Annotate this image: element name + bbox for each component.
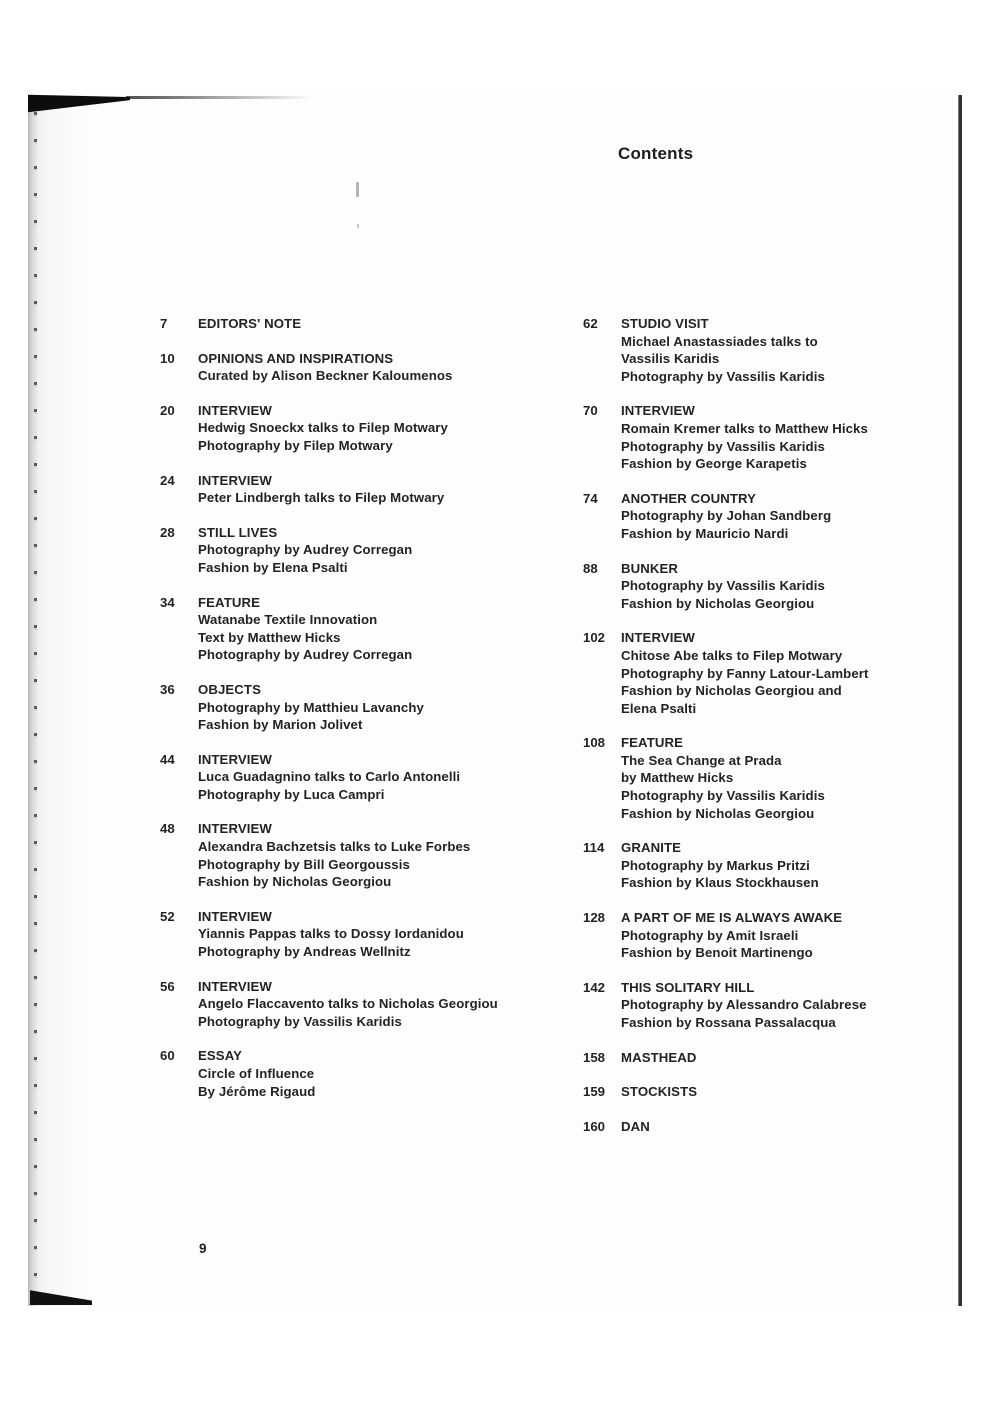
- toc-entry: [160, 350, 570, 385]
- toc-entry-lines: [198, 978, 570, 1031]
- toc-entry-credit: Photography by Vassilis Karidis: [621, 578, 825, 594]
- toc-entry: [583, 734, 968, 822]
- toc-entry-credit: Photography by Amit Israeli: [621, 927, 799, 943]
- toc-entry-lines: [198, 820, 570, 890]
- toc-entry: [583, 909, 968, 962]
- toc-entry-lines: [198, 681, 570, 734]
- scan-shadow-top-tail: [126, 96, 312, 99]
- toc-entry-title: STOCKISTS: [621, 1084, 698, 1100]
- toc-entry-credit: Circle of Influence: [198, 1066, 315, 1081]
- toc-entry-credit: by Matthew Hicks: [621, 770, 734, 786]
- toc-entry-credit: Angelo Flaccavento talks to Nicholas Georgiou: [198, 996, 498, 1012]
- toc-entry-title: MASTHEAD: [621, 1049, 697, 1065]
- toc-entry-credit: Hedwig Snoeckx talks to Filep Motwary: [198, 420, 448, 436]
- toc-entry-credit: Fashion by Benoit Martinengo: [621, 945, 813, 961]
- toc-entry-credit: Fashion by Marion Jolivet: [198, 717, 363, 733]
- toc-entry: [583, 1049, 968, 1067]
- toc-entry-lines: [621, 979, 968, 1032]
- binding-stitch-marks: [34, 112, 37, 1292]
- toc-entry-page-number: 128: [583, 910, 606, 926]
- toc-entry-page-number: 70: [583, 403, 598, 419]
- toc-entry-credit: Text by Matthew Hicks: [198, 629, 341, 645]
- toc-entry-lines: [198, 908, 570, 961]
- toc-entry: [160, 908, 570, 961]
- toc-entry-title: OPINIONS AND INSPIRATIONS: [198, 350, 394, 366]
- toc-entry-page-number: 56: [160, 978, 175, 994]
- toc-entry-credit: Fashion by Nicholas Georgiou: [621, 595, 815, 611]
- toc-entry-credit: Yiannis Pappas talks to Dossy Iordanidou: [198, 926, 464, 942]
- toc-entry-page-number: 60: [160, 1048, 175, 1064]
- toc-entry-page-number: 158: [583, 1049, 606, 1065]
- toc-entry-lines: [198, 402, 570, 455]
- toc-entry-credit: Photography by Luca Campri: [198, 786, 385, 802]
- toc-entry-lines: [621, 490, 968, 543]
- toc-entry-credit: Elena Psalti: [621, 700, 697, 716]
- toc-entry-credit: Alexandra Bachzetsis talks to Luke Forbes: [198, 839, 471, 855]
- folio-page-number: 9: [199, 1241, 207, 1256]
- toc-entry-page-number: 28: [160, 524, 175, 540]
- toc-entry-title: THIS SOLITARY HILL: [621, 979, 755, 995]
- toc-entry-credit: Photography by Vassilis Karidis: [621, 368, 825, 384]
- toc-entry-credit: Fashion by George Karapetis: [621, 456, 807, 472]
- toc-entry: [583, 1083, 968, 1101]
- toc-entry-lines: [621, 315, 968, 385]
- toc-entry-title: INTERVIEW: [621, 403, 695, 419]
- toc-entry-title: INTERVIEW: [621, 630, 695, 646]
- toc-entry-lines: [198, 315, 570, 333]
- toc-entry-credit: Curated by Alison Beckner Kaloumenos: [198, 368, 453, 384]
- contents-heading: Contents: [618, 144, 694, 163]
- toc-entry-title: ANOTHER COUNTRY: [621, 490, 757, 506]
- toc-entry: [160, 315, 570, 333]
- toc-entry-page-number: 24: [160, 472, 175, 488]
- toc-entry-lines: [621, 839, 968, 892]
- toc-entry-credit: Photography by Vassilis Karidis: [198, 1013, 402, 1029]
- toc-entry: [160, 978, 570, 1031]
- toc-entry-page-number: 102: [583, 630, 606, 646]
- toc-entry-title: ESSAY: [198, 1048, 242, 1064]
- toc-entry: [160, 681, 570, 734]
- toc-entry-page-number: 160: [583, 1118, 606, 1134]
- toc-entry-page-number: 74: [583, 490, 598, 506]
- toc-entry: [160, 524, 570, 577]
- toc-entry-title: FEATURE: [198, 594, 260, 610]
- toc-entry-credit: Watanabe Textile Innovation: [198, 612, 378, 628]
- toc-entry-credit: Photography by Markus Pritzi: [621, 857, 810, 873]
- scan-artifact-dot: [357, 224, 359, 228]
- toc-entry-credit: Photography by Vassilis Karidis: [621, 788, 825, 804]
- toc-entry-lines: [198, 751, 570, 804]
- toc-entry-lines: [621, 1083, 968, 1101]
- toc-entry-credit: Photography by Bill Georgoussis: [198, 856, 410, 872]
- toc-entry: [583, 1118, 968, 1136]
- toc-entry-credit: Photography by Fanny Latour-Lambert: [621, 665, 869, 681]
- toc-entry: [583, 979, 968, 1032]
- toc-entry: [160, 594, 570, 664]
- toc-entry-credit: Photography by Johan Sandberg: [621, 508, 832, 524]
- toc-entry-page-number: 159: [583, 1084, 606, 1100]
- toc-entry-title: INTERVIEW: [198, 821, 272, 837]
- toc-entry-lines: [621, 402, 968, 472]
- toc-entry: [583, 560, 968, 613]
- toc-entry-page-number: 142: [583, 979, 606, 995]
- toc-entry-title: FEATURE: [621, 735, 683, 751]
- toc-entry-title: BUNKER: [621, 560, 679, 576]
- toc-entry-credit: Photography by Filep Motwary: [198, 437, 393, 453]
- toc-entry-credit: Romain Kremer talks to Matthew Hicks: [621, 420, 868, 436]
- toc-entry-title: STILL LIVES: [198, 524, 278, 540]
- toc-entry-lines: [621, 734, 968, 822]
- toc-entry-page-number: 36: [160, 681, 175, 697]
- toc-entry-lines: [621, 1118, 968, 1136]
- toc-entry-title: STUDIO VISIT: [621, 316, 709, 331]
- toc-entry: [583, 402, 968, 472]
- toc-entry-lines: [198, 594, 570, 664]
- toc-entry-title: INTERVIEW: [198, 472, 272, 488]
- toc-entry-page-number: 52: [160, 908, 175, 924]
- toc-entry-title: A PART OF ME IS ALWAYS AWAKE: [621, 910, 843, 926]
- toc-entry-credit: Vassilis Karidis: [621, 351, 720, 367]
- toc-entry-credit: Luca Guadagnino talks to Carlo Antonelli: [198, 769, 461, 785]
- toc-entry-lines: [621, 560, 968, 613]
- toc-entry-credit: Michael Anastassiades talks to: [621, 333, 818, 349]
- toc-entry-credit: Fashion by Nicholas Georgiou and: [621, 683, 842, 699]
- toc-entry-lines: [198, 472, 570, 507]
- toc-entry-page-number: 44: [160, 751, 175, 767]
- toc-entry: [160, 751, 570, 804]
- toc-entry-lines: [198, 524, 570, 577]
- toc-entry: [583, 839, 968, 892]
- toc-entry-title: INTERVIEW: [198, 402, 272, 418]
- toc-entry-credit: Fashion by Nicholas Georgiou: [198, 874, 392, 890]
- toc-entry-page-number: 88: [583, 560, 598, 576]
- toc-entry-lines: [621, 629, 968, 717]
- toc-entry-title: INTERVIEW: [198, 751, 272, 767]
- toc-entry-page-number: 48: [160, 821, 175, 837]
- toc-entry: [160, 1047, 570, 1100]
- toc-entry-credit: Photography by Vassilis Karidis: [621, 438, 825, 454]
- toc-entry-credit: Photography by Audrey Corregan: [198, 542, 413, 558]
- toc-entry-lines: [621, 909, 968, 962]
- toc-entry-credit: Chitose Abe talks to Filep Motwary: [621, 647, 843, 663]
- toc-entry-lines: [621, 1049, 968, 1067]
- toc-entry: [160, 402, 570, 455]
- toc-column-left: [160, 315, 570, 1117]
- toc-entry-title: INTERVIEW: [198, 908, 272, 924]
- toc-entry-credit: Photography by Alessandro Calabrese: [621, 997, 867, 1013]
- toc-entry-page-number: 10: [160, 350, 175, 366]
- toc-entry-lines: [198, 350, 570, 385]
- toc-entry-page-number: 7: [160, 316, 168, 331]
- toc-entry-page-number: 114: [583, 840, 605, 856]
- scan-artifact-dash: [356, 182, 359, 197]
- toc-entry: [160, 820, 570, 890]
- toc-entry-credit: The Sea Change at Prada: [621, 752, 782, 768]
- toc-entry-credit: Photography by Matthieu Lavanchy: [198, 699, 424, 715]
- toc-entry: [583, 629, 968, 717]
- toc-entry-page-number: 62: [583, 316, 598, 331]
- toc-entry: [583, 490, 968, 543]
- toc-entry-lines: [198, 1047, 570, 1100]
- toc-entry-credit: Fashion by Mauricio Nardi: [621, 525, 789, 541]
- toc-entry-credit: Fashion by Elena Psalti: [198, 559, 348, 575]
- toc-entry: [583, 315, 968, 385]
- toc-entry-credit: By Jérôme Rigaud: [198, 1083, 316, 1099]
- toc-entry-title: EDITORS' NOTE: [198, 316, 302, 331]
- toc-entry-title: OBJECTS: [198, 681, 261, 697]
- toc-column-right: [583, 315, 968, 1152]
- toc-entry-page-number: 34: [160, 594, 175, 610]
- toc-entry-credit: Photography by Audrey Corregan: [198, 647, 413, 663]
- toc-entry-credit: Fashion by Rossana Passalacqua: [621, 1015, 836, 1030]
- toc-entry-credit: Photography by Andreas Wellnitz: [198, 944, 411, 960]
- toc-entry-credit: Peter Lindbergh talks to Filep Motwary: [198, 490, 445, 506]
- toc-entry-credit: Fashion by Klaus Stockhausen: [621, 875, 819, 891]
- toc-entry-page-number: 20: [160, 402, 175, 418]
- toc-entry-title: INTERVIEW: [198, 978, 272, 994]
- toc-entry-title: DAN: [621, 1118, 650, 1134]
- toc-entry: [160, 472, 570, 507]
- toc-entry-page-number: 108: [583, 735, 606, 751]
- toc-entry-title: GRANITE: [621, 840, 682, 856]
- toc-entry-credit: Fashion by Nicholas Georgiou: [621, 805, 815, 821]
